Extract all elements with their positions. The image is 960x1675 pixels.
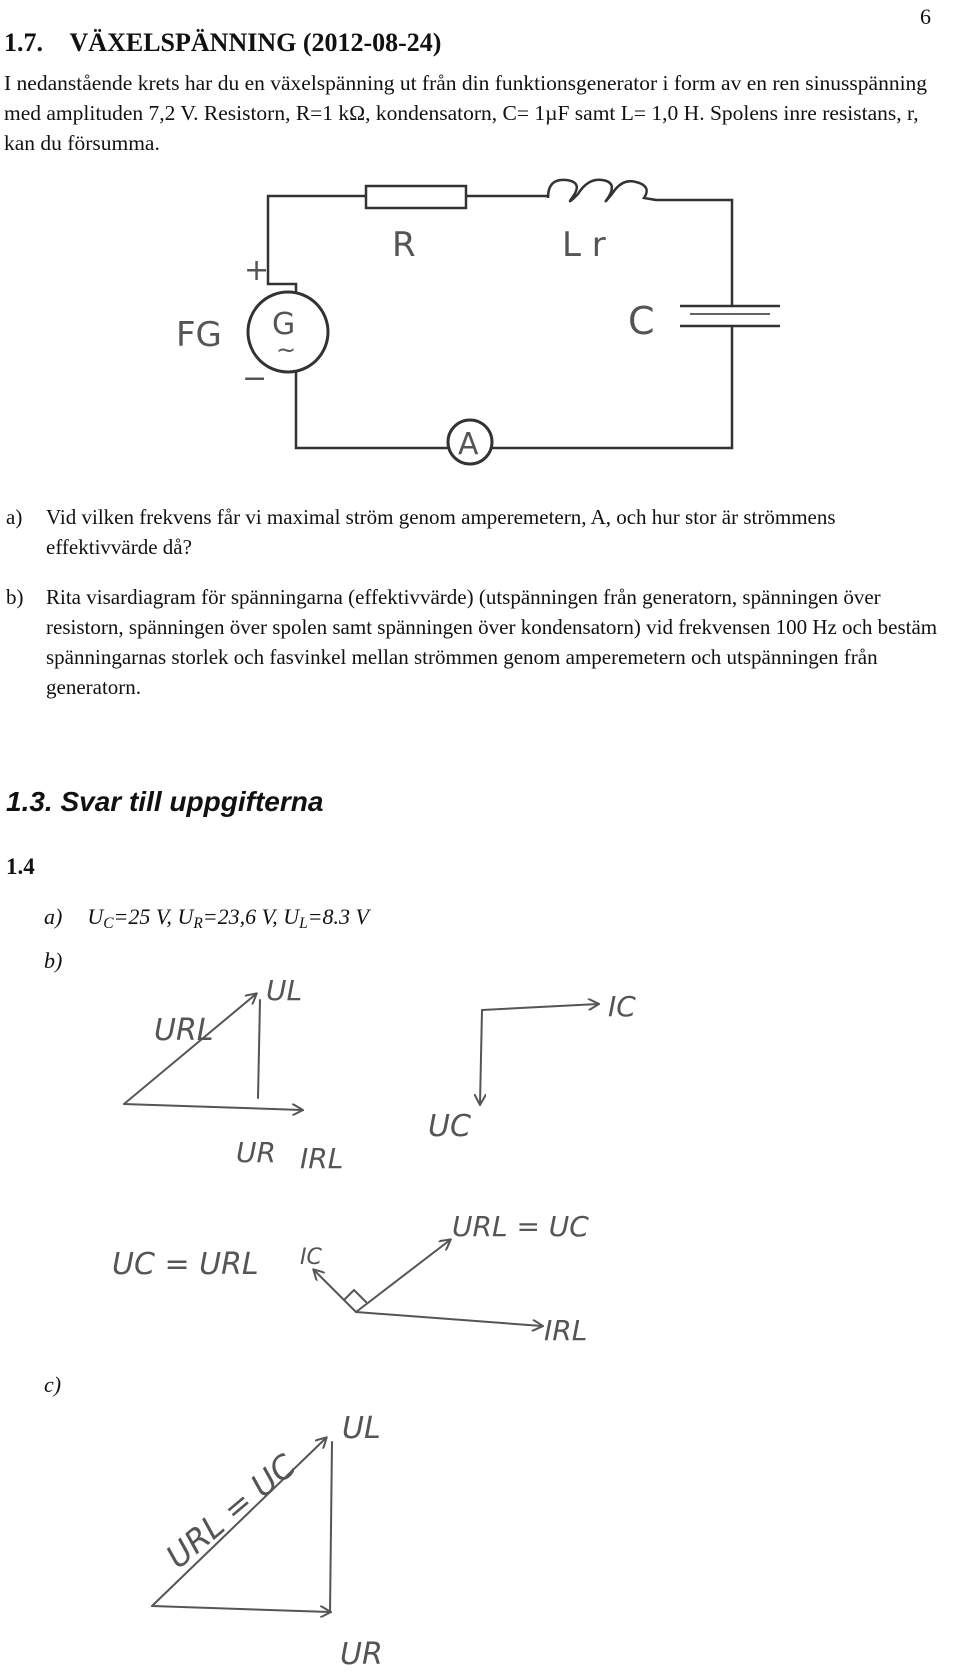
sketch-label-irl-right: IRL [544, 1314, 588, 1347]
generator-tilde: ~ [276, 336, 297, 364]
sketch3-irl-vector [356, 1312, 542, 1326]
sketch-label-ul: UL [266, 974, 303, 1007]
minus-label: − [242, 361, 268, 396]
uc-subscript: C [103, 914, 114, 932]
sketch-label-uc: UC [428, 1109, 471, 1144]
sketch-label-uc-eq-url: UC = URL [112, 1247, 259, 1282]
uc-value: =25 V, [113, 904, 178, 929]
sketch2-uc-vector [480, 1010, 482, 1104]
plus-label: + [244, 253, 270, 288]
section-number: 1.7. [4, 28, 43, 57]
answer-c-label: c) [44, 1372, 62, 1397]
sketch2-ic-vector [482, 1004, 598, 1010]
answer-a-label: a) [44, 904, 63, 929]
ur-symbol: U [177, 904, 194, 929]
ul-subscript: L [299, 914, 308, 932]
sketch-label-url: URL [154, 1013, 214, 1048]
sketchc-label-ul: UL [342, 1411, 381, 1446]
answer-number: 1.4 [6, 854, 35, 879]
sketch-label-ur: UR [236, 1136, 276, 1169]
intro-paragraph: I nedanstående krets har du en växelspänning ut från din funktionsgenerator i form av en ren sinusspänning med amplituden 7,2 V. Resistorn, R=1 kΩ, kondensatorn, C= 1µF samt L= 1,0 H. Spolens inre resistans, r, kan du försumma. [4, 71, 928, 155]
sketch3-url-vector [356, 1240, 450, 1312]
ur-value: =23,6 V, [202, 904, 284, 929]
sketchc-label-ur: UR [340, 1637, 383, 1672]
question-label: b) [6, 585, 24, 609]
ul-value: =8.3 V [307, 904, 369, 929]
question-text: Rita visardiagram för spänningarna (effektivvärde) (utspänningen från generatorn, spänningen över resistorn, spänningen över spolen samt spänningen över kondensatorn) vid frekvensen 100 Hz och bestäm spänningarnas storlek och fasvinkel mellan strömmen genom amperemetern och utspänningen från generatorn. [46, 585, 938, 699]
sketch1-url-vector [124, 994, 256, 1104]
sketch-label-irl: IRL [300, 1142, 344, 1175]
sketch1-ul-vector [258, 1000, 260, 1098]
sketch-label-ic-small: IC [300, 1245, 322, 1270]
ur-subscript: R [193, 914, 203, 932]
section-title: VÄXELSPÄNNING (2012-08-24) [69, 28, 442, 57]
uc-symbol: U [87, 904, 104, 929]
sketch1-ur-vector [124, 1104, 302, 1110]
sketch-label-url-eq-uc: URL = UC [452, 1210, 589, 1243]
answer-b-label: b) [44, 948, 63, 973]
question-label: a) [6, 505, 23, 529]
sketchc-ur-vector [152, 1606, 330, 1612]
resistor-label: R [392, 225, 416, 265]
generator-letter: G [272, 307, 296, 342]
question-text: Vid vilken frekvens får vi maximal ström genom amperemetern, A, och hur stor är strömmens effektivvärde då? [46, 505, 836, 559]
sketchc-ul-vector [330, 1442, 332, 1612]
page-number: 6 [920, 4, 931, 29]
fg-label: FG [176, 315, 222, 355]
capacitor-label: C [628, 299, 655, 343]
inductor-label: L r [562, 225, 606, 265]
ammeter-label: A [458, 427, 479, 462]
sketch3-right-angle [344, 1290, 366, 1302]
sketch3-ic-vector [314, 1270, 356, 1312]
answers-heading: 1.3. Svar till uppgifterna [6, 786, 324, 817]
ul-symbol: U [283, 904, 300, 929]
sketch-label-ic: IC [608, 990, 636, 1023]
sketchc-label-url-eq-uc: URL = UC [158, 1446, 303, 1577]
